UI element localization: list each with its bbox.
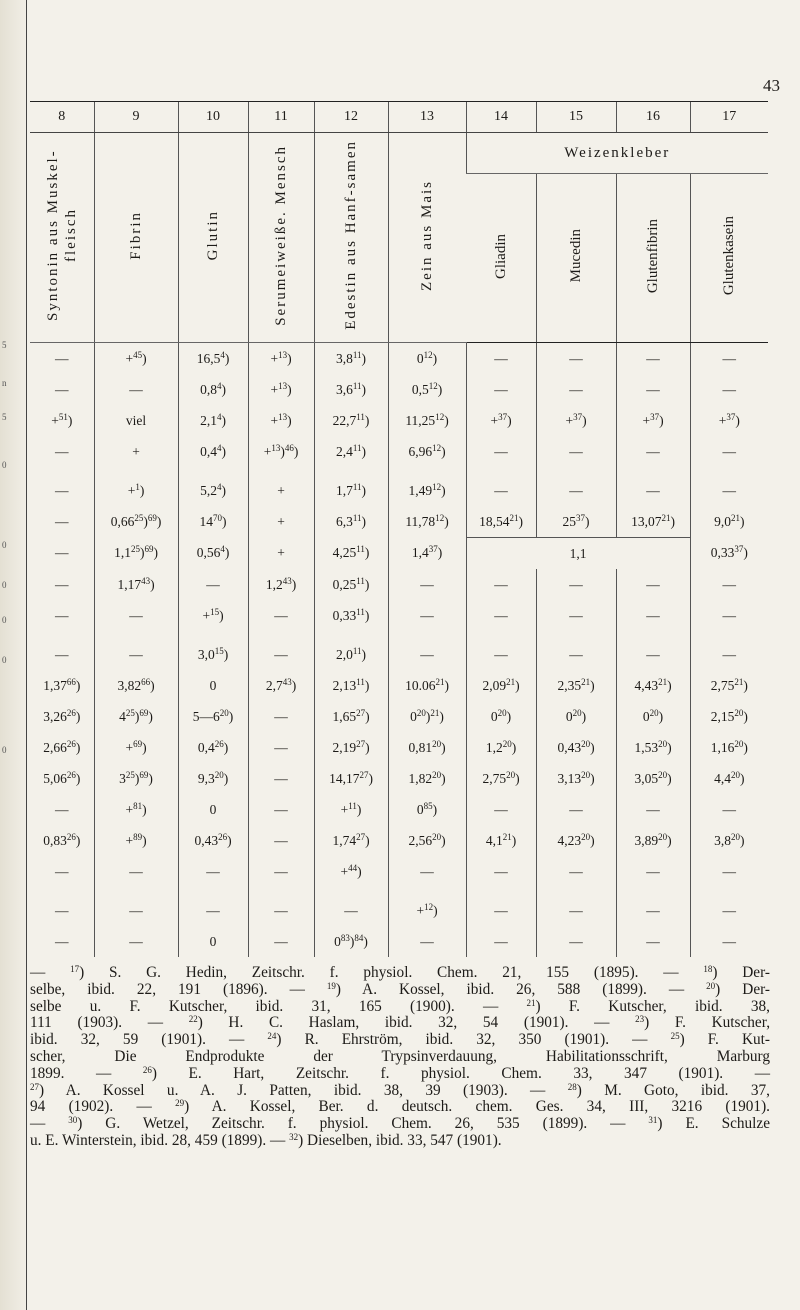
table-cell: — — [55, 545, 69, 561]
table-cell: $1,7^{11}$) — [314, 475, 388, 506]
table-cell: — — [616, 343, 690, 375]
spacer-cell — [690, 887, 768, 895]
table-cell: $0^{85}$) — [388, 794, 466, 825]
table-cell: — — [248, 794, 314, 825]
table-cell: 0 — [178, 926, 248, 957]
table-cell: 2,15$^{20}$) — [690, 701, 768, 732]
table-cell: — — [248, 856, 314, 887]
table-cell: — — [55, 607, 69, 623]
table-cell: $1,2^{43}$) — [248, 569, 314, 600]
spacer-cell — [616, 887, 690, 895]
table-cell: — — [690, 475, 768, 506]
footnote-line: — $^{30}$) G. Wetzel, Zeitschr. f. physiol. Chem. 26, 535 (1899). — $^{31}$) E. Schulze — [30, 1115, 770, 1133]
spacer-cell — [616, 631, 690, 639]
spacer-cell — [314, 631, 388, 639]
table-cell: — — [314, 895, 388, 926]
table-cell: 1,16$^{20}$) — [690, 732, 768, 763]
table-cell: — — [178, 895, 248, 926]
footnotes — [30, 965, 770, 1150]
column-label — [314, 133, 388, 343]
spacer-cell — [178, 887, 248, 895]
table-row — [30, 467, 768, 475]
spacer-cell — [248, 467, 314, 475]
column-number: 15 — [536, 102, 616, 133]
table-cell: $0^{20})^{21}$) — [388, 701, 466, 732]
table-cell: +$^{11}$) — [314, 794, 388, 825]
table-cell: 2,09$^{21}$) — [466, 670, 536, 701]
spacer-cell — [94, 467, 178, 475]
column-label — [248, 133, 314, 343]
table-cell: 11,78$^{12}$) — [388, 506, 466, 538]
table-row — [30, 670, 768, 701]
table-cell: — — [466, 475, 536, 506]
column-label — [178, 133, 248, 343]
table-cell: + — [248, 538, 314, 570]
table-cell: — — [248, 825, 314, 856]
column-label — [30, 133, 94, 343]
column-label — [536, 174, 616, 343]
table-row — [30, 475, 768, 506]
column-number: 8 — [30, 102, 94, 133]
table-cell: 1,49$^{12}$) — [388, 475, 466, 506]
table-cell: $3,8^{20}$) — [690, 825, 768, 856]
table-cell: — — [94, 374, 178, 405]
table-cell: — — [466, 374, 536, 405]
table-cell: 2,75$^{20}$) — [466, 763, 536, 794]
table-cell: +$^{45}$) — [94, 343, 178, 375]
table-cell: +$^{37}$) — [536, 405, 616, 436]
table-cell: 0 — [178, 670, 248, 701]
footnote-line: selbe u. F. Kutscher, ibid. 31, 165 (1900). — $^{21}$) F. Kutscher, ibid. 38, — [30, 997, 771, 1015]
table-cell: +$^{13}$)$^{46}$) — [248, 436, 314, 467]
table-cell: 1,53$^{20}$) — [616, 732, 690, 763]
table-cell: $0,4^4$) — [178, 436, 248, 467]
table-cell: $6,3^{11}$) — [314, 506, 388, 538]
table-cell: $4,1^{21}$) — [466, 825, 536, 856]
table-cell: — — [388, 926, 466, 957]
spacer-cell — [466, 631, 536, 639]
table-cell: 10.06$^{21}$) — [388, 670, 466, 701]
table-cell: 0 — [178, 794, 248, 825]
column-number: 12 — [314, 102, 388, 133]
column-label-text: Mucedin — [568, 229, 584, 283]
table-cell: — — [690, 600, 768, 631]
column-label — [466, 174, 536, 343]
table-cell: $4^{25})^{69}$) — [94, 701, 178, 732]
table-cell: $2,4^{11}$) — [314, 436, 388, 467]
table-row — [30, 374, 768, 405]
column-number: 14 — [466, 102, 536, 133]
table-cell: 1,1 — [466, 538, 690, 570]
table-cell: +$^{37}$) — [690, 405, 768, 436]
table-cell: — — [466, 569, 536, 600]
table-cell: 1,17$^{43}$) — [94, 569, 178, 600]
margin-mark: n — [2, 378, 7, 388]
margin-mark: 0 — [2, 540, 7, 550]
table-cell: — — [536, 569, 616, 600]
column-label — [690, 174, 768, 343]
table-cell: $14^{70}$) — [178, 506, 248, 538]
table-cell: — — [690, 926, 768, 957]
table-cell: $0,5^{12}$) — [388, 374, 466, 405]
table-cell: +$^{13}$) — [248, 405, 314, 436]
table-row — [30, 856, 768, 887]
margin-mark: 0 — [2, 655, 7, 665]
footnote-line: scher, Die Endprodukte der Trypsinverdauung, Habilitationsschrift, Marburg — [30, 1047, 770, 1065]
table-cell: $0^{20}$) — [536, 701, 616, 732]
table-cell: +$^{81}$) — [94, 794, 178, 825]
table-cell: — — [388, 639, 466, 670]
table-row — [30, 926, 768, 957]
spacer-cell — [30, 887, 94, 895]
column-label-text: Zein aus Mais — [419, 179, 435, 291]
table-cell: 4,43$^{21}$) — [616, 670, 690, 701]
table-row — [30, 887, 768, 895]
table-cell: — — [536, 343, 616, 375]
table-cell: — — [690, 856, 768, 887]
table-row — [30, 763, 768, 794]
table-cell: — — [466, 639, 536, 670]
table-cell: 0,56$^4$) — [178, 538, 248, 570]
table-cell: $0^{83})^{84}$) — [314, 926, 388, 957]
table-cell: 0,81$^{20}$) — [388, 732, 466, 763]
table-cell: +$^{15}$) — [178, 600, 248, 631]
table-cell: + — [248, 506, 314, 538]
table-cell: — — [536, 856, 616, 887]
table-cell: — — [388, 569, 466, 600]
footnote-line: 111 (1903). — $^{22}$) H. C. Haslam, ibid. 32, 54 (1901). — $^{23}$) F. Kutscher, — [30, 1014, 771, 1032]
table-cell: 3,82$^{66}$) — [94, 670, 178, 701]
spacer-cell — [248, 887, 314, 895]
table-cell: 3,26$^{26}$) — [43, 707, 81, 724]
table-cell: 13,07$^{21}$) — [616, 506, 690, 538]
table-cell: 4,23$^{20}$) — [536, 825, 616, 856]
table-row — [30, 600, 768, 631]
column-number: 11 — [248, 102, 314, 133]
table-cell: — — [94, 895, 178, 926]
table-cell: — — [94, 926, 178, 957]
footnote-line: u. E. Winterstein, ibid. 28, 459 (1899). — $^{32}$) Dieselben, ibid. 33, 547 (1901). — [30, 1131, 502, 1149]
spacer-cell — [248, 631, 314, 639]
column-label — [94, 133, 178, 343]
table-row — [30, 631, 768, 639]
table-cell: 2,13$^{11}$) — [314, 670, 388, 701]
table-cell: — — [466, 436, 536, 467]
table-cell: — — [616, 374, 690, 405]
margin-mark: 0 — [2, 745, 7, 755]
column-label-text: Glutin — [205, 209, 221, 261]
table-cell: — — [690, 374, 768, 405]
table-cell: 1,37$^{66}$) — [43, 676, 81, 693]
table-cell: 3,89$^{20}$) — [616, 825, 690, 856]
table-cell: $0^{20}$) — [616, 701, 690, 732]
table-cell: — — [536, 436, 616, 467]
margin-mark: 5 — [2, 340, 7, 350]
table-cell: $2,1^4$) — [178, 405, 248, 436]
spacer-cell — [690, 467, 768, 475]
table-cell: +$^{13}$) — [248, 343, 314, 375]
table-cell: $0,8^4$) — [178, 374, 248, 405]
table-cell: $0,4^{26}$) — [178, 732, 248, 763]
table-cell: — — [536, 600, 616, 631]
column-number: 16 — [616, 102, 690, 133]
table-cell: $0^{12}$) — [388, 343, 466, 375]
table-cell: — — [248, 926, 314, 957]
table-cell: 16,5$^4$) — [178, 343, 248, 375]
margin-mark: 0 — [2, 580, 7, 590]
table-cell: — — [178, 569, 248, 600]
spacer-cell — [178, 467, 248, 475]
column-label-text: Edestin aus Hanf-samen — [343, 140, 359, 330]
table-cell: $3,8^{11}$) — [314, 343, 388, 375]
table-cell: — — [55, 381, 69, 397]
table-cell: 2,75$^{21}$) — [690, 670, 768, 701]
table-cell: — — [248, 895, 314, 926]
table-cell: + — [94, 436, 178, 467]
spacer-cell — [690, 631, 768, 639]
table-cell: — — [55, 933, 69, 949]
table-cell: — — [690, 436, 768, 467]
table-cell: — — [55, 513, 69, 529]
column-number: 9 — [94, 102, 178, 133]
table-cell: viel — [94, 405, 178, 436]
table-cell: 11,25$^{12}$) — [388, 405, 466, 436]
table-row — [30, 701, 768, 732]
table-cell: — — [55, 646, 69, 662]
table-cell: — — [388, 856, 466, 887]
amino-acid-table — [30, 101, 768, 957]
table-cell: 0,83$^{26}$) — [43, 831, 81, 848]
table-cell: — — [536, 374, 616, 405]
table-cell: $25^{37}$) — [536, 506, 616, 538]
table-cell: +$^1$) — [94, 475, 178, 506]
table-cell: $1,4^{37}$) — [388, 538, 466, 570]
table-cell: 0,66$^{25}$)$^{69}$) — [94, 506, 178, 538]
table-cell: $2,0^{11}$) — [314, 639, 388, 670]
table-cell: 2,66$^{26}$) — [43, 738, 81, 755]
table-row — [30, 343, 768, 375]
table-cell: 0,43$^{20}$) — [536, 732, 616, 763]
table-cell: + — [248, 475, 314, 506]
column-label-text: Glutenkasein — [721, 216, 738, 296]
margin-mark: 0 — [2, 460, 7, 470]
table-row — [30, 639, 768, 670]
table-cell: 0,33$^{11}$) — [314, 600, 388, 631]
table-cell: — — [178, 856, 248, 887]
table-cell: — — [616, 895, 690, 926]
table-cell: — — [536, 475, 616, 506]
table-row — [30, 405, 768, 436]
table-cell: — — [466, 600, 536, 631]
table-cell: 3,13$^{20}$) — [536, 763, 616, 794]
table-cell: — — [466, 856, 536, 887]
table-cell: +$^{12}$) — [388, 895, 466, 926]
table-cell: — — [55, 350, 69, 366]
table-row — [30, 794, 768, 825]
table-cell: +$^{44}$) — [314, 856, 388, 887]
table-cell: — — [466, 895, 536, 926]
table-cell: — — [466, 794, 536, 825]
table-cell: 5,06$^{26}$) — [43, 769, 81, 786]
table-cell: — — [55, 801, 69, 817]
table-cell: +$^{69}$) — [94, 732, 178, 763]
table-cell: 22,7$^{11}$) — [314, 405, 388, 436]
table-cell: — — [94, 639, 178, 670]
table-cell: — — [690, 343, 768, 375]
table-cell: 0,33$^{37}$) — [690, 538, 768, 570]
footnote-line: 94 (1902). — $^{29}$) A. Kossel, Ber. d. deutsch. chem. Ges. 34, III, 3216 (1901). — [30, 1098, 770, 1116]
table-row — [30, 825, 768, 856]
column-label-text: Gliadin — [492, 233, 509, 279]
table-cell: +$^{89}$) — [94, 825, 178, 856]
footnote-line: ibid. 32, 59 (1901). — $^{24}$) R. Ehrström, ibid. 32, 350 (1901). — $^{25}$) F. Kut- — [30, 1031, 770, 1049]
column-number: 17 — [690, 102, 768, 133]
table-cell: $2,7^{43}$) — [248, 670, 314, 701]
table-row — [30, 538, 768, 570]
spacer-cell — [314, 887, 388, 895]
table-cell: 14,17$^{27}$) — [314, 763, 388, 794]
table-cell: $5—6^{20}$) — [178, 701, 248, 732]
table-cell: +$^{13}$) — [248, 374, 314, 405]
spacer-cell — [388, 631, 466, 639]
table-cell: 1,65$^{27}$) — [314, 701, 388, 732]
margin-mark: 5 — [2, 412, 7, 422]
table-cell: 18,54$^{21}$) — [466, 506, 536, 538]
table-cell: — — [690, 794, 768, 825]
table-cell: — — [616, 475, 690, 506]
column-label-text: Glutenfibrin — [645, 218, 661, 294]
table-cell: — — [690, 569, 768, 600]
table-cell: — — [248, 732, 314, 763]
table-cell: — — [55, 443, 69, 459]
table-cell: — — [690, 639, 768, 670]
table-cell: — — [55, 902, 69, 918]
column-label-text: Fibrin — [128, 210, 144, 260]
column-label-text: Serumeiweiße. Mensch — [273, 144, 289, 326]
table-cell: +$^{37}$) — [616, 405, 690, 436]
table-cell: — — [536, 794, 616, 825]
group-header-weizenkleber: Weizenkleber — [466, 133, 768, 174]
table-cell: $5,2^4$) — [178, 475, 248, 506]
table-cell: — — [616, 639, 690, 670]
table-row — [30, 506, 768, 538]
table-cell: — — [616, 856, 690, 887]
table-cell: — — [466, 926, 536, 957]
table-cell: +$^{51}$) — [51, 411, 73, 428]
table-cell: — — [536, 926, 616, 957]
spacer-cell — [466, 887, 536, 895]
table-cell: 1,82$^{20}$) — [388, 763, 466, 794]
table-cell: $3,6^{11}$) — [314, 374, 388, 405]
table-cell: — — [55, 863, 69, 879]
footnote-line: — $^{17}$) S. G. Hedin, Zeitschr. f. physiol. Chem. 21, 155 (1895). — $^{18}$) Der- — [30, 964, 770, 981]
spacer-cell — [536, 887, 616, 895]
page-gutter — [0, 0, 27, 1310]
spacer-cell — [178, 631, 248, 639]
table-cell: 3,05$^{20}$) — [616, 763, 690, 794]
table-cell: $9,3^{20}$) — [178, 763, 248, 794]
table-row — [30, 569, 768, 600]
table-cell: $3^{25})^{69}$) — [94, 763, 178, 794]
table-cell: — — [55, 482, 69, 498]
table-cell: $1,2^{20}$) — [466, 732, 536, 763]
table-cell: — — [536, 895, 616, 926]
table-cell: — — [55, 576, 69, 592]
table-cell: $4,4^{20}$) — [690, 763, 768, 794]
table-cell: — — [248, 701, 314, 732]
spacer-cell — [536, 631, 616, 639]
table-cell: +$^{37}$) — [466, 405, 536, 436]
table-cell: — — [616, 569, 690, 600]
table-cell: — — [616, 600, 690, 631]
footnote-line: 1899. — $^{26}$) E. Hart, Zeitschr. f. physiol. Chem. 33, 347 (1901). — — [30, 1064, 770, 1082]
table-cell: 0,25$^{11}$) — [314, 569, 388, 600]
table-cell: $1,1^{25})^{69}$) — [94, 538, 178, 570]
table-row — [30, 732, 768, 763]
spacer-cell — [94, 631, 178, 639]
table-row — [30, 436, 768, 467]
table-cell: 1,74$^{27}$) — [314, 825, 388, 856]
spacer-cell — [30, 631, 94, 639]
table-cell: — — [466, 343, 536, 375]
column-number: 10 — [178, 102, 248, 133]
table-cell: $3,0^{15}$) — [178, 639, 248, 670]
table-cell: $9,0^{21}$) — [690, 506, 768, 538]
spacer-cell — [388, 887, 466, 895]
table-cell: — — [690, 895, 768, 926]
spacer-cell — [466, 467, 536, 475]
table-cell: — — [616, 436, 690, 467]
footnote-line: selbe, ibid. 22, 191 (1896). — $^{19}$) A. Kossel, ibid. 26, 588 (1899). — $^{20}$) Der- — [30, 980, 770, 998]
table-cell: — — [616, 794, 690, 825]
spacer-cell — [616, 467, 690, 475]
table-cell: — — [616, 926, 690, 957]
table-cell: 2,35$^{21}$) — [536, 670, 616, 701]
table-cell: — — [94, 856, 178, 887]
table-cell: 6,96$^{12}$) — [388, 436, 466, 467]
table-cell: 0,43$^{26}$) — [178, 825, 248, 856]
margin-mark: 0 — [2, 615, 7, 625]
table-cell: — — [248, 639, 314, 670]
table-cell: — — [94, 600, 178, 631]
spacer-cell — [94, 887, 178, 895]
column-label — [616, 174, 690, 343]
column-number: 13 — [388, 102, 466, 133]
spacer-cell — [536, 467, 616, 475]
table-cell: — — [536, 639, 616, 670]
column-label — [388, 133, 466, 343]
table-cell: — — [248, 763, 314, 794]
table-cell: — — [248, 600, 314, 631]
table-cell: 4,25$^{11}$) — [314, 538, 388, 570]
spacer-cell — [314, 467, 388, 475]
footnote-line: $^{27}$) A. Kossel u. A. J. Patten, ibid. 38, 39 (1903). — $^{28}$) M. Goto, ibid. 37, — [30, 1081, 770, 1099]
column-label-text: Syntonin aus Muskel-fleisch — [44, 149, 79, 321]
spacer-cell — [388, 467, 466, 475]
table-cell: — — [388, 600, 466, 631]
page-number: 43 — [763, 76, 780, 95]
table-cell: 2,56$^{20}$) — [388, 825, 466, 856]
table-cell: $0^{20}$) — [466, 701, 536, 732]
table-row — [30, 895, 768, 926]
table-cell: 2,19$^{27}$) — [314, 732, 388, 763]
spacer-cell — [30, 467, 94, 475]
